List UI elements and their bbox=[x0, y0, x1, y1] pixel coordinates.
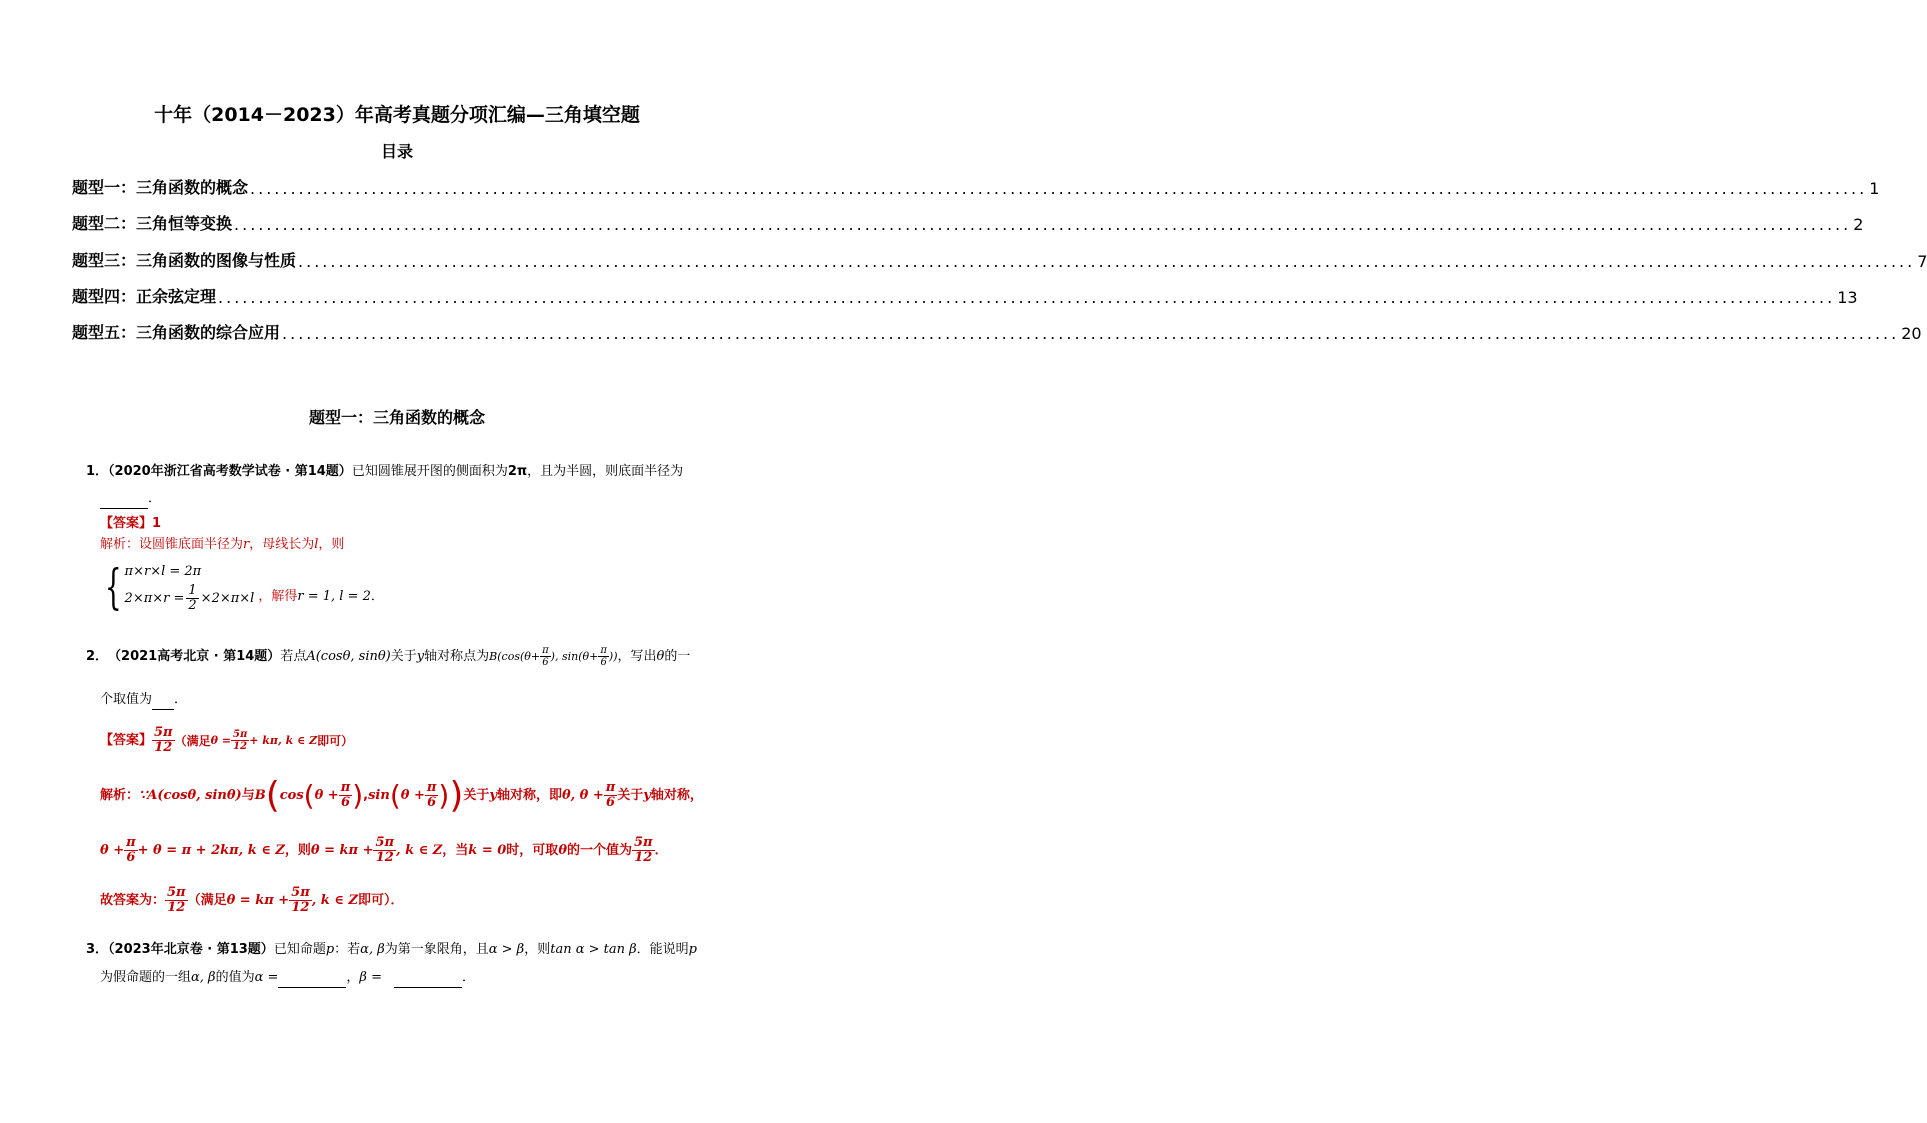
analysis-text: （满足 bbox=[187, 892, 227, 908]
math: )) bbox=[608, 649, 618, 663]
answer-blank[interactable] bbox=[152, 695, 174, 710]
question-source: （2023年北京卷 · 第13题） bbox=[108, 942, 274, 957]
analysis-text: 轴对称，即 bbox=[496, 787, 562, 803]
document-title: 十年（2014－2023）年高考真题分项汇编—三角填空题 bbox=[154, 104, 640, 126]
toc-entry-label: 题型一：三角函数的概念 bbox=[72, 178, 249, 197]
question-text: 若点 bbox=[280, 648, 307, 664]
math-var: θ bbox=[558, 842, 567, 858]
analysis-text: 的一个值为 bbox=[566, 842, 632, 858]
toc-leader-dots: ........................................................................................................................................................................................................ bbox=[298, 252, 1916, 271]
brace: { bbox=[104, 558, 122, 615]
alpha-blank[interactable] bbox=[278, 973, 346, 988]
question-text: 为第一象限角，且 bbox=[384, 942, 489, 957]
math: θ = kπ + bbox=[226, 892, 290, 908]
toc-leader-dots: ........................................................................................................................................................................................................ bbox=[282, 324, 1900, 343]
math: θ, θ + bbox=[561, 787, 604, 803]
analysis-text: ，解得 bbox=[258, 588, 298, 604]
question-3 bbox=[86, 940, 697, 960]
math: θ + bbox=[314, 787, 339, 803]
punct: ． bbox=[174, 692, 188, 707]
math: ×2×π×l bbox=[200, 590, 255, 606]
math: k = 0 bbox=[468, 842, 507, 858]
final-answer-line bbox=[100, 886, 403, 916]
math: A(cosθ, sinθ) bbox=[147, 787, 242, 803]
math-var: r bbox=[243, 537, 250, 552]
question-text: ．能说明 bbox=[636, 942, 689, 957]
analysis-text: 关于 bbox=[617, 787, 644, 803]
math: θ + bbox=[100, 842, 125, 858]
question-number: 2． bbox=[86, 648, 109, 664]
analysis-text: 关于 bbox=[463, 787, 490, 803]
math: α > β bbox=[488, 942, 525, 957]
analysis-text: 故答案为： bbox=[100, 892, 166, 908]
math-var: p bbox=[688, 942, 697, 957]
fraction: $\frac{5\pi}{12}$ bbox=[375, 835, 395, 866]
question-text: 的值为 bbox=[215, 970, 255, 985]
analysis-text: ，则 bbox=[284, 842, 311, 858]
question-text: ，则 bbox=[524, 942, 551, 957]
toc-entry-label: 题型五：三角函数的综合应用 bbox=[72, 323, 281, 342]
math: θ = kπ + bbox=[310, 842, 374, 858]
question-text: ，写出 bbox=[617, 648, 657, 664]
analysis-text: 轴对称， bbox=[650, 787, 703, 803]
math: + θ = π + 2kπ, k ∈ Z bbox=[137, 842, 285, 858]
punct: ． bbox=[370, 588, 384, 604]
math: sin bbox=[368, 787, 390, 803]
question-2-line-2 bbox=[100, 690, 187, 710]
fraction: $\frac{5\pi}{12}$ bbox=[634, 835, 653, 866]
question-1 bbox=[86, 462, 683, 482]
question-text: 的一 bbox=[664, 648, 691, 664]
fraction: $\frac{\pi}{6}$ bbox=[605, 780, 616, 811]
toc-entry[interactable] bbox=[72, 176, 1880, 198]
answer-fraction: $\frac{5\pi}{12}$ bbox=[154, 725, 173, 756]
toc-entry[interactable] bbox=[72, 212, 1864, 234]
punct: ． bbox=[148, 491, 162, 506]
equation-1: π×r×l = 2π bbox=[124, 564, 202, 579]
question-text: 为假命题的一组 bbox=[100, 970, 192, 985]
math: cos bbox=[279, 787, 304, 803]
math: , k ∈ Z bbox=[396, 842, 443, 858]
math: α, β bbox=[360, 942, 385, 957]
question-1-blank-line bbox=[100, 489, 161, 509]
question-number: 3． bbox=[86, 942, 109, 957]
math: B bbox=[254, 787, 266, 803]
math: α = bbox=[254, 970, 279, 985]
question-text: ，且为半圆，则底面半径为 bbox=[527, 464, 684, 479]
toc-entry-page: 20 bbox=[1901, 324, 1922, 343]
analysis-text: 与 bbox=[241, 787, 255, 803]
analysis-text: 时，可取 bbox=[506, 842, 559, 858]
math: θ + bbox=[400, 787, 425, 803]
math: 2×π×r = bbox=[124, 590, 185, 606]
question-text: 个取值为 bbox=[100, 692, 153, 707]
math: r = 1, l = 2 bbox=[297, 588, 371, 604]
toc-leader-dots: ........................................................................................................................................................................................................ bbox=[250, 179, 1868, 198]
math-var: y bbox=[416, 648, 425, 664]
math: , k ∈ Z bbox=[311, 892, 358, 908]
analysis-text: 即可）． bbox=[357, 892, 404, 908]
question-2 bbox=[86, 645, 690, 668]
analysis-text: ，则 bbox=[318, 537, 345, 552]
math-var: p bbox=[325, 942, 335, 957]
math: tan α > tan β bbox=[550, 942, 637, 957]
analysis-text: ，母线长为 bbox=[249, 537, 315, 552]
toc-entry-page: 7 bbox=[1917, 252, 1927, 271]
toc-entry-label: 题型三：三角函数的图像与性质 bbox=[72, 251, 297, 270]
toc-leader-dots: ........................................................................................................................................................................................................ bbox=[218, 288, 1836, 307]
equation-system bbox=[98, 560, 384, 614]
fraction: $\frac{\pi}{6}$ bbox=[600, 645, 607, 668]
answer-text: （满足 bbox=[174, 733, 211, 748]
math-var: y bbox=[643, 787, 651, 803]
answer-text: 即可） bbox=[317, 733, 354, 748]
punct: ． bbox=[654, 842, 668, 858]
fraction: $\frac{1}{2}$ bbox=[188, 583, 197, 614]
question-3-line-2 bbox=[100, 968, 475, 988]
question-source: （2021高考北京 · 第14题） bbox=[108, 648, 281, 664]
punct: ， bbox=[346, 970, 360, 985]
math: α, β bbox=[191, 970, 216, 985]
fraction: $\frac{\pi}{6}$ bbox=[340, 780, 351, 811]
equation-2 bbox=[125, 584, 255, 614]
fraction: $\frac{5\pi}{12}$ bbox=[167, 885, 186, 916]
analysis-label: 解析： bbox=[100, 787, 140, 803]
answer-line bbox=[100, 726, 353, 756]
toc-entry-page: 2 bbox=[1853, 215, 1864, 234]
toc-entry-page: 1 bbox=[1869, 179, 1880, 198]
math: ∵ bbox=[139, 787, 148, 803]
math-var: θ bbox=[656, 648, 665, 664]
question-text: 关于 bbox=[390, 648, 417, 664]
fraction: $\frac{\pi}{6}$ bbox=[426, 780, 437, 811]
analysis-text: 解析：设圆锥底面半径为 bbox=[100, 537, 244, 552]
toc-entry-label: 题型四：正余弦定理 bbox=[72, 287, 217, 306]
fraction: $\frac{5\pi}{12}$ bbox=[291, 885, 310, 916]
toc-entry-page: 13 bbox=[1837, 288, 1858, 307]
question-source: （2020年浙江省高考数学试卷 · 第14题） bbox=[108, 464, 352, 479]
math: θ = bbox=[210, 733, 231, 747]
toc-entry-label: 题型二：三角恒等变换 bbox=[72, 214, 233, 233]
answer-blank[interactable] bbox=[100, 494, 148, 509]
math-var: y bbox=[489, 787, 497, 803]
question-text: ：若 bbox=[334, 942, 361, 957]
fraction: $\frac{5\pi}{12}$ bbox=[232, 729, 248, 753]
beta-blank[interactable] bbox=[394, 973, 462, 988]
answer-label: 【答案】 bbox=[100, 516, 153, 531]
answer-line bbox=[100, 514, 161, 534]
toc-leader-dots: ........................................................................................................................................................................................................ bbox=[234, 215, 1852, 234]
analysis-line-1: 解析： ∵ A(cosθ, sinθ) 与 B ( cos ( θ + $\frac{\pi}{6}$ ) , sin ( θ + $\frac{\pi}{6}$ ) ) 关于 y 轴对称，即 θ, θ + $\frac{\pi}{6}$ 关于 y 轴对称， bbox=[100, 774, 703, 816]
math-value: 2π bbox=[507, 464, 528, 479]
analysis-line-2 bbox=[100, 836, 668, 866]
math: B(cos(θ+ bbox=[489, 649, 541, 663]
math: ), sin(θ+ bbox=[550, 649, 599, 663]
punct: ． bbox=[461, 970, 475, 985]
section-title: 题型一：三角函数的概念 bbox=[308, 408, 485, 427]
toc-entry[interactable] bbox=[72, 249, 1927, 271]
paren: ( bbox=[265, 774, 280, 816]
question-text: 轴对称点为 bbox=[424, 648, 490, 664]
math: β = bbox=[359, 970, 382, 985]
toc-heading: 目录 bbox=[380, 142, 413, 161]
toc-entry[interactable] bbox=[72, 285, 1858, 307]
analysis-text: ，当 bbox=[442, 842, 469, 858]
answer-value: 1 bbox=[152, 516, 162, 531]
fraction: $\frac{\pi}{6}$ bbox=[542, 645, 549, 668]
math: A(cosθ, sinθ) bbox=[306, 648, 391, 664]
fraction: $\frac{\pi}{6}$ bbox=[126, 835, 136, 866]
question-text: 已知命题 bbox=[273, 942, 326, 957]
question-number: 1． bbox=[86, 464, 109, 479]
question-text: 已知圆锥展开图的侧面积为 bbox=[351, 464, 508, 479]
math: + kπ, k ∈ Z bbox=[249, 733, 318, 747]
answer-label: 【答案】 bbox=[100, 732, 153, 748]
analysis-line bbox=[100, 535, 344, 555]
toc-entry[interactable] bbox=[72, 321, 1922, 343]
math-var: l bbox=[314, 537, 319, 552]
